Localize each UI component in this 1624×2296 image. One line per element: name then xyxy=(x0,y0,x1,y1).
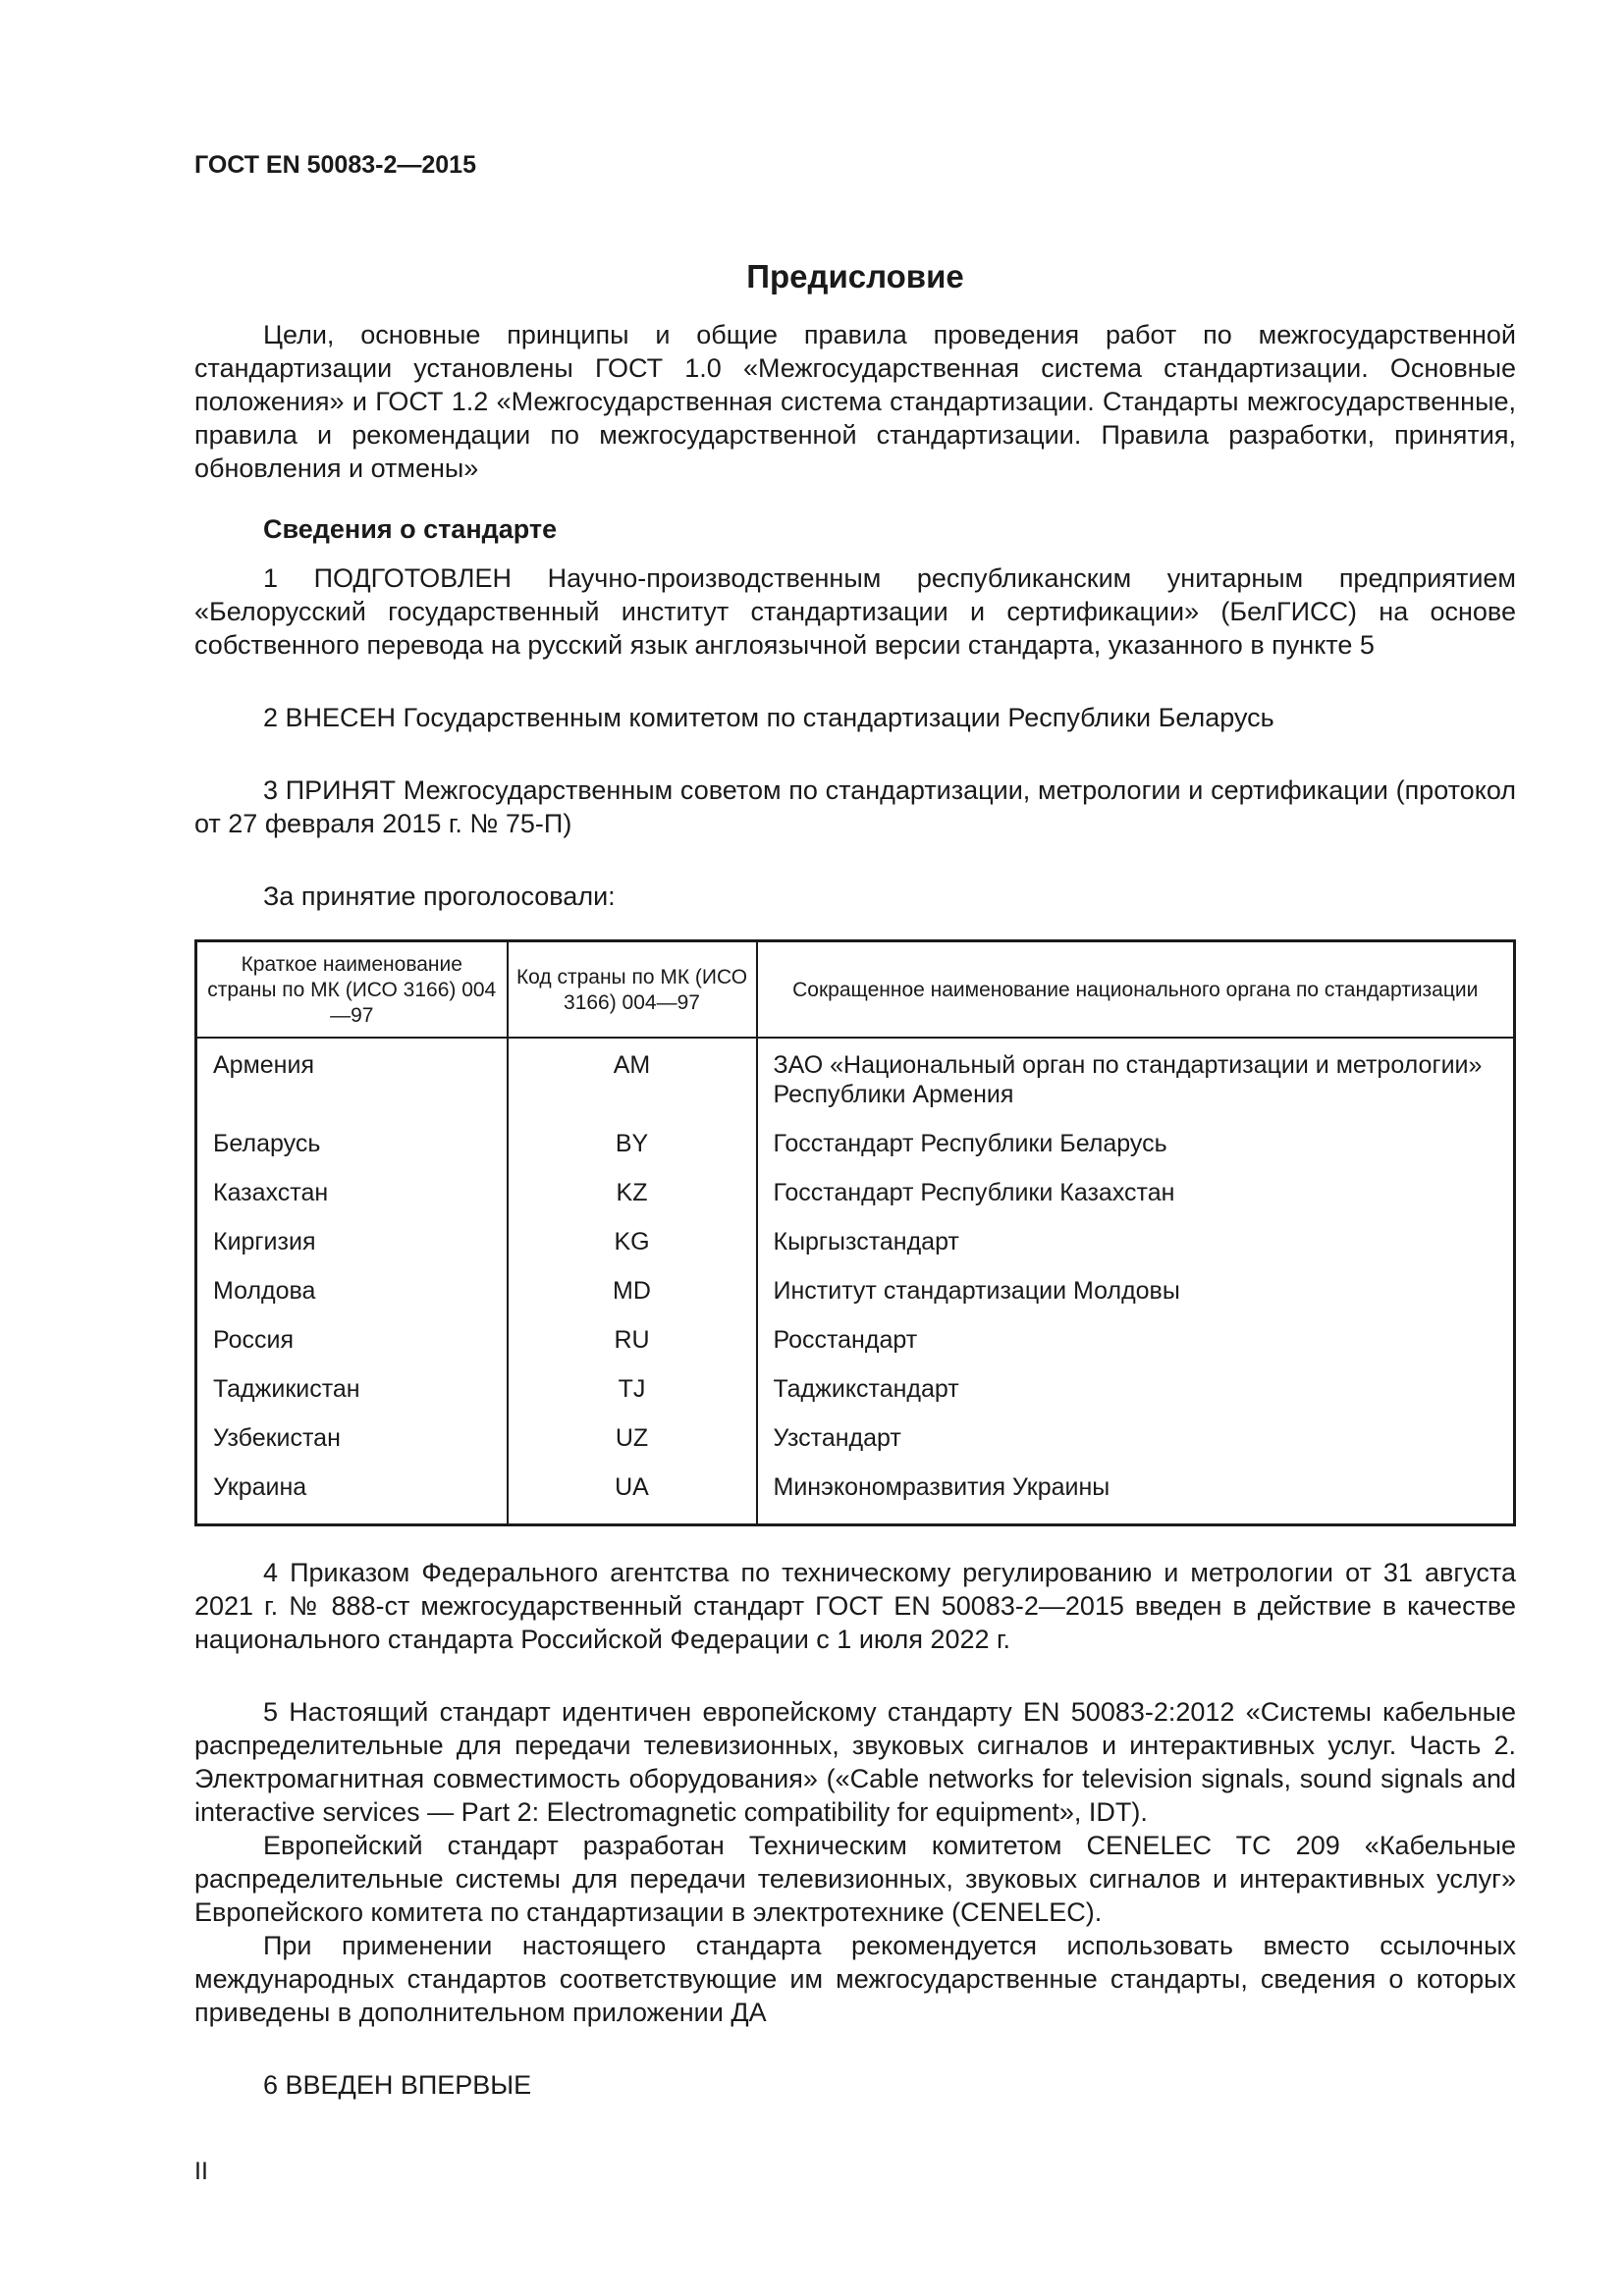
code-cell: RU xyxy=(508,1321,757,1370)
table-row xyxy=(196,1125,1515,1174)
item-3-paragraph: 3 ПРИНЯТ Межгосударственным советом по стандартизации, метрологии и сертификации (протокол от 27 февраля 2015 г. № 75-П) xyxy=(194,775,1516,838)
code-cell: MD xyxy=(508,1272,757,1321)
item-4-paragraph: 4 Приказом Федерального агентства по техническому регулированию и метрологии от 31 августа 2021 г. № 888-ст межгосударственный стандарт ГОСТ EN 50083-2—2015 введен в действие в качестве национального стандарта Российской Федерации с 1 июля 2022 г. xyxy=(194,1558,1516,1654)
item-5-paragraph: 5 Настоящий стандарт идентичен европейскому стандарту EN 50083-2:2012 «Системы кабельные распределительные для передачи телевизионных, звуковых сигналов и интерактивных услуг. Часть 2. Электромагнитная совместимость оборудования» («Cable networks for television signals, sound signals and interactive services — Part 2: Electromagnetic compatibility for equipment», IDT). xyxy=(194,1697,1516,1827)
country-cell: Россия xyxy=(196,1321,508,1370)
country-cell: Казахстан xyxy=(196,1174,508,1223)
code-cell: UZ xyxy=(508,1419,757,1468)
table-row xyxy=(196,1419,1515,1468)
header-body: Сокращенное наименование национального органа по стандартизации xyxy=(757,941,1515,1039)
item-2-paragraph: 2 ВНЕСЕН Государственным комитетом по стандартизации Республики Беларусь xyxy=(263,703,1274,732)
page-title: Предисловие xyxy=(746,258,964,294)
body-cell: Институт стандартизации Молдовы xyxy=(773,1277,1180,1305)
page-number: II xyxy=(194,2158,208,2185)
table-row xyxy=(196,1038,1515,1125)
item-1-paragraph: 1 ПОДГОТОВЛЕН Научно-производственным республиканским унитарным предприятием «Белорусский государственный институт стандартизации и сертификации» (БелГИСС) на основе собственного перевода на русский язык англоязычной версии стандарта, указанного в пункте 5 xyxy=(194,563,1516,660)
table-row xyxy=(196,1223,1515,1272)
header-country: Краткое наименование страны по МК (ИСО 3166) 004—97 xyxy=(196,941,508,1039)
country-cell: Армения xyxy=(196,1038,508,1125)
table-row xyxy=(196,1468,1515,1525)
body-cell: Госстандарт Республики Беларусь xyxy=(773,1130,1167,1157)
code-cell: UA xyxy=(508,1468,757,1525)
code-cell: KZ xyxy=(508,1174,757,1223)
code-cell: KG xyxy=(508,1223,757,1272)
member-states-table xyxy=(194,939,1516,1526)
body-cell: Узстандарт xyxy=(773,1424,901,1452)
header-code: Код страны по МК (ИСО 3166) 004—97 xyxy=(508,941,757,1039)
country-cell: Молдова xyxy=(196,1272,508,1321)
country-cell: Киргизия xyxy=(196,1223,508,1272)
body-cell: Госстандарт Республики Казахстан xyxy=(773,1179,1175,1206)
section-heading: Сведения о стандарте xyxy=(263,514,558,544)
body-cell: Минэкономразвития Украины xyxy=(773,1473,1110,1501)
country-cell: Узбекистан xyxy=(196,1419,508,1468)
item-5-paragraph-3: При применении настоящего стандарта рекомендуется использовать вместо ссылочных международных стандартов соответствующие им межгосударственные стандарты, сведения о которых приведены в дополнительном приложении ДА xyxy=(194,1931,1516,2027)
document-page xyxy=(194,147,1516,2102)
table-row xyxy=(196,1272,1515,1321)
table-header-row xyxy=(196,941,1515,1039)
body-cell: Кыргызстандарт xyxy=(773,1228,959,1255)
table-row xyxy=(196,1370,1515,1419)
body-cell: ЗАО «Национальный орган по стандартизации и метрологии» Республики Армения xyxy=(773,1051,1483,1108)
document-code: ГОСТ EN 50083-2—2015 xyxy=(194,151,476,179)
vote-intro: За принятие проголосовали: xyxy=(263,881,616,911)
intro-paragraph: Цели, основные принципы и общие правила проведения работ по межгосударственной стандартизации установлены ГОСТ 1.0 «Межгосударственная система стандартизации. Основные положения» и ГОСТ 1.2 «Межгосударственная система стандартизации. Стандарты межгосударственные, правила и рекомендации по межгосударственной стандартизации. Правила разработки, принятия, обновления и отмены» xyxy=(194,320,1516,483)
country-cell: Таджикистан xyxy=(196,1370,508,1419)
country-cell: Украина xyxy=(196,1468,508,1525)
code-cell: BY xyxy=(508,1125,757,1174)
country-cell: Беларусь xyxy=(196,1125,508,1174)
table-row xyxy=(196,1321,1515,1370)
item-6-paragraph: 6 ВВЕДЕН ВПЕРВЫЕ xyxy=(263,2070,532,2100)
table-row xyxy=(196,1174,1515,1223)
item-5-paragraph-2: Европейский стандарт разработан Техническим комитетом CENELEC TC 209 «Кабельные распределительные системы для передачи телевизионных, звуковых сигналов и интерактивных услуг» Европейского комитета по стандартизации в электротехнике (CENELEC). xyxy=(194,1831,1516,1927)
body-cell: Росстандарт xyxy=(773,1326,918,1354)
code-cell: TJ xyxy=(508,1370,757,1419)
body-cell: Таджикстандарт xyxy=(773,1375,959,1403)
code-cell: AM xyxy=(508,1038,757,1125)
